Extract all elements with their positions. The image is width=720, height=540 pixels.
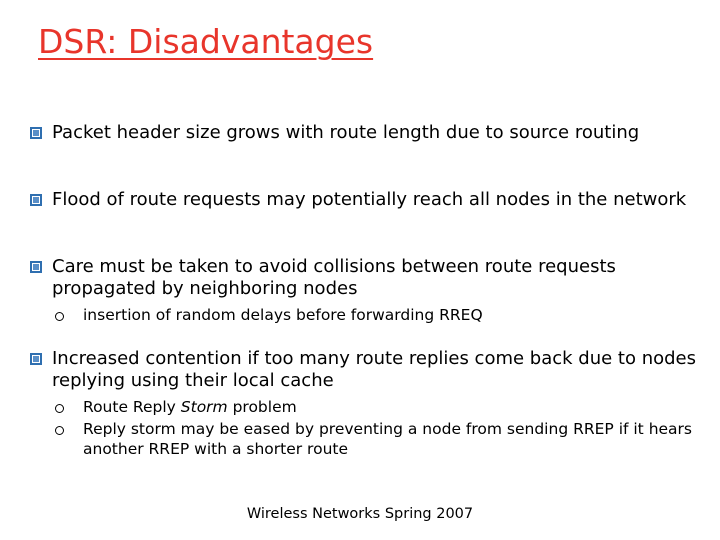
circle-bullet-icon — [55, 426, 64, 435]
footer: Wireless Networks Spring 2007 — [246, 506, 474, 522]
bullet-item-3 — [30, 256, 700, 327]
square-bullet-icon — [30, 261, 42, 273]
sub-item-emphasis: Storm — [180, 398, 228, 416]
sub-list-item — [52, 397, 700, 417]
bullet-item-4 — [30, 348, 700, 461]
square-bullet-icon — [30, 127, 42, 139]
bullet-item-1 — [30, 122, 700, 144]
sub-list-item — [52, 305, 700, 325]
square-bullet-icon — [30, 194, 42, 206]
sub-item-text: Reply storm may be eased by preventing a node from sending RREP if it hears another RREP with a shorter route — [83, 420, 692, 458]
sub-item-text: insertion of random delays before forwarding RREQ — [83, 306, 483, 324]
circle-bullet-icon — [55, 404, 64, 413]
bullet-text: Increased contention if too many route replies come back due to nodes replying using their local cache — [52, 348, 697, 391]
sub-list — [30, 397, 700, 459]
square-bullet-icon — [30, 353, 42, 365]
bullet-text: Flood of route requests may potentially reach all nodes in the network — [52, 189, 687, 210]
slide-title: DSR: Disadvantages — [38, 22, 374, 61]
sub-list — [30, 305, 700, 325]
bullet-item-2 — [30, 189, 700, 211]
sub-list-item — [52, 419, 700, 459]
sub-item-text-after: problem — [227, 398, 297, 416]
bullet-text: Care must be taken to avoid collisions between route requests propagated by neighboring nodes — [52, 256, 616, 299]
circle-bullet-icon — [55, 312, 64, 321]
bullet-text: Packet header size grows with route length due to source routing — [52, 122, 640, 143]
sub-item-text-before: Route Reply — [83, 398, 181, 416]
